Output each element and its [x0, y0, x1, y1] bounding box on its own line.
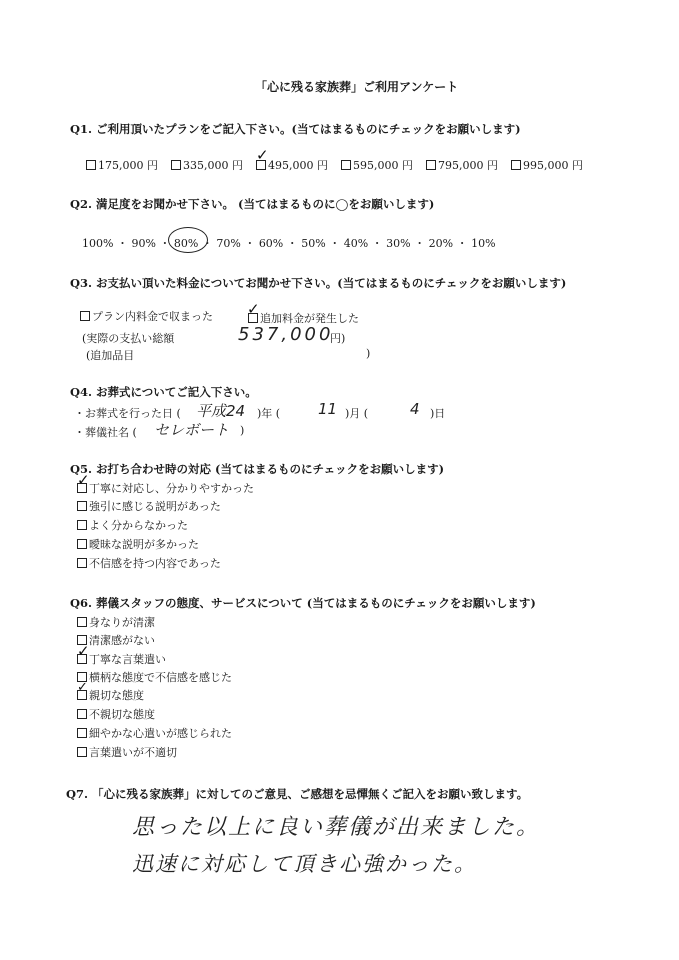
checkmark-icon: ✓ [77, 471, 90, 489]
separator: ・ [159, 237, 171, 250]
q6-option[interactable]: 丁寧な言葉遣い [77, 651, 166, 667]
q3-total-label: (実際の支払い総額 [82, 332, 175, 345]
checkbox-icon[interactable] [77, 709, 87, 719]
q1-label: Q1. ご利用頂いたプランをご記入下さい。(当てはまるものにチェックをお願いします) [70, 122, 521, 136]
q1-options [86, 157, 596, 173]
checkbox-icon[interactable] [77, 747, 87, 757]
document-title: 「心に残る家族葬」ご利用アンケート [255, 80, 459, 94]
q4-company-label: ・葬儀社名 ( [74, 426, 137, 439]
q3-additional-label: (追加品目 [86, 349, 135, 362]
q4-month-suffix: )月 ( [345, 407, 369, 420]
checkbox-icon[interactable] [77, 539, 87, 549]
separator: ・ [286, 237, 298, 250]
q3-option-extra[interactable]: 追加料金が発生した [248, 310, 359, 326]
q4-era-value: 平成24 [196, 402, 246, 420]
circle-mark [168, 227, 208, 253]
checkbox-icon[interactable] [171, 160, 181, 170]
separator: ・ [201, 237, 213, 250]
separator: ・ [244, 237, 256, 250]
q2-option[interactable]: 20% [428, 237, 454, 250]
q2-option[interactable]: 50% [301, 237, 326, 250]
q5-option[interactable]: 不信感を持つ内容であった [77, 555, 221, 571]
q6-option[interactable]: 清潔感がない [77, 632, 155, 648]
q3-total-value: 537,000 [238, 324, 334, 345]
checkmark-icon: ✓ [256, 146, 269, 164]
q1-option[interactable]: 335,000 円 [171, 157, 256, 173]
q6-label: Q6. 葬儀スタッフの態度、サービスについて (当てはまるものにチェックをお願いします) [70, 596, 536, 610]
q1-option[interactable]: 595,000 円 [341, 157, 426, 173]
separator: ・ [414, 237, 426, 250]
q2-label: Q2. 満足度をお聞かせ下さい。 (当てはまるものに◯をお願いします) [70, 197, 435, 211]
q2-option[interactable]: 40% [343, 237, 369, 250]
q1-option[interactable]: 795,000 円 [426, 157, 511, 173]
q4-month-value: 11 [318, 400, 338, 418]
q2-option[interactable]: 90% [131, 237, 156, 250]
q5-option[interactable]: 強引に感じる説明があった [77, 498, 221, 514]
separator: ・ [371, 237, 383, 250]
q6-option[interactable]: 不親切な態度 [77, 706, 155, 722]
q5-option[interactable]: 曖昧な説明が多かった [77, 536, 199, 552]
q1-option[interactable]: 995,000 円 [511, 157, 596, 173]
q2-options [82, 235, 496, 251]
q1-option[interactable]: 495,000 円 [256, 157, 341, 173]
q5-label: Q5. お打ち合わせ時の対応 (当てはまるものにチェックをお願いします) [70, 462, 445, 476]
q4-company-close: ) [240, 424, 245, 437]
separator: ・ [456, 237, 468, 250]
checkbox-icon[interactable] [77, 617, 87, 627]
separator: ・ [116, 237, 128, 250]
q6-option[interactable]: 言葉遣いが不適切 [77, 744, 177, 760]
q6-option[interactable]: 細やかな心遣いが感じられた [77, 725, 232, 741]
checkbox-icon[interactable] [77, 728, 87, 738]
q4-year-suffix: )年 ( [257, 407, 281, 420]
q4-company-value: セレボート [154, 421, 230, 439]
q7-label: Q7. 「心に残る家族葬」に対してのご意見、ご感想を忌憚無くご記入をお願い致します。 [66, 787, 529, 801]
q1-option[interactable]: 175,000 円 [86, 157, 171, 173]
checkbox-icon[interactable] [80, 311, 90, 321]
q5-option[interactable]: 丁寧に対応し、分かりやすかった [77, 480, 254, 496]
checkbox-icon[interactable] [77, 558, 87, 568]
q4-date-label: ・お葬式を行った日 ( [74, 407, 181, 420]
q7-answer-line1: 思った以上に良い葬儀が出来ました。 [132, 815, 541, 840]
checkmark-icon: ✓ [77, 680, 88, 695]
checkbox-icon[interactable] [511, 160, 521, 170]
q4-label: Q4. お葬式についてご記入下さい。 [70, 385, 257, 399]
q2-option[interactable]: 80% [173, 237, 199, 250]
separator: ・ [329, 237, 341, 250]
q6-option[interactable]: 親切な態度 [77, 687, 144, 703]
checkbox-icon[interactable] [77, 520, 87, 530]
checkbox-icon[interactable] [341, 160, 351, 170]
q2-option[interactable]: 10% [471, 237, 496, 250]
checkbox-icon[interactable] [426, 160, 436, 170]
q3-additional-close: ) [366, 347, 371, 360]
q6-option[interactable]: 横柄な態度で不信感を感じた [77, 669, 232, 685]
q6-option[interactable]: 身なりが清潔 [77, 614, 155, 630]
q2-option[interactable]: 60% [258, 237, 284, 250]
q3-label: Q3. お支払い頂いた料金についてお聞かせ下さい。(当てはまるものにチェックをお願いします) [70, 276, 567, 290]
q7-answer-line2: 迅速に対応して頂き心強かった。 [132, 852, 477, 876]
q4-day-value: 4 [410, 400, 420, 418]
q2-option[interactable]: 30% [386, 237, 411, 250]
checkbox-icon[interactable] [77, 501, 87, 511]
q4-day-suffix: )日 [430, 407, 446, 420]
q3-total-unit: 円) [330, 332, 346, 345]
q2-option[interactable]: 100% [82, 237, 114, 250]
checkmark-icon: ✓ [77, 642, 90, 660]
q5-option[interactable]: よく分からなかった [77, 517, 188, 533]
checkbox-icon[interactable] [86, 160, 96, 170]
q2-option[interactable]: 70% [216, 237, 241, 250]
q3-option-in-plan[interactable]: プラン内料金で収まった [80, 308, 213, 324]
checkmark-icon: ✓ [247, 300, 260, 318]
